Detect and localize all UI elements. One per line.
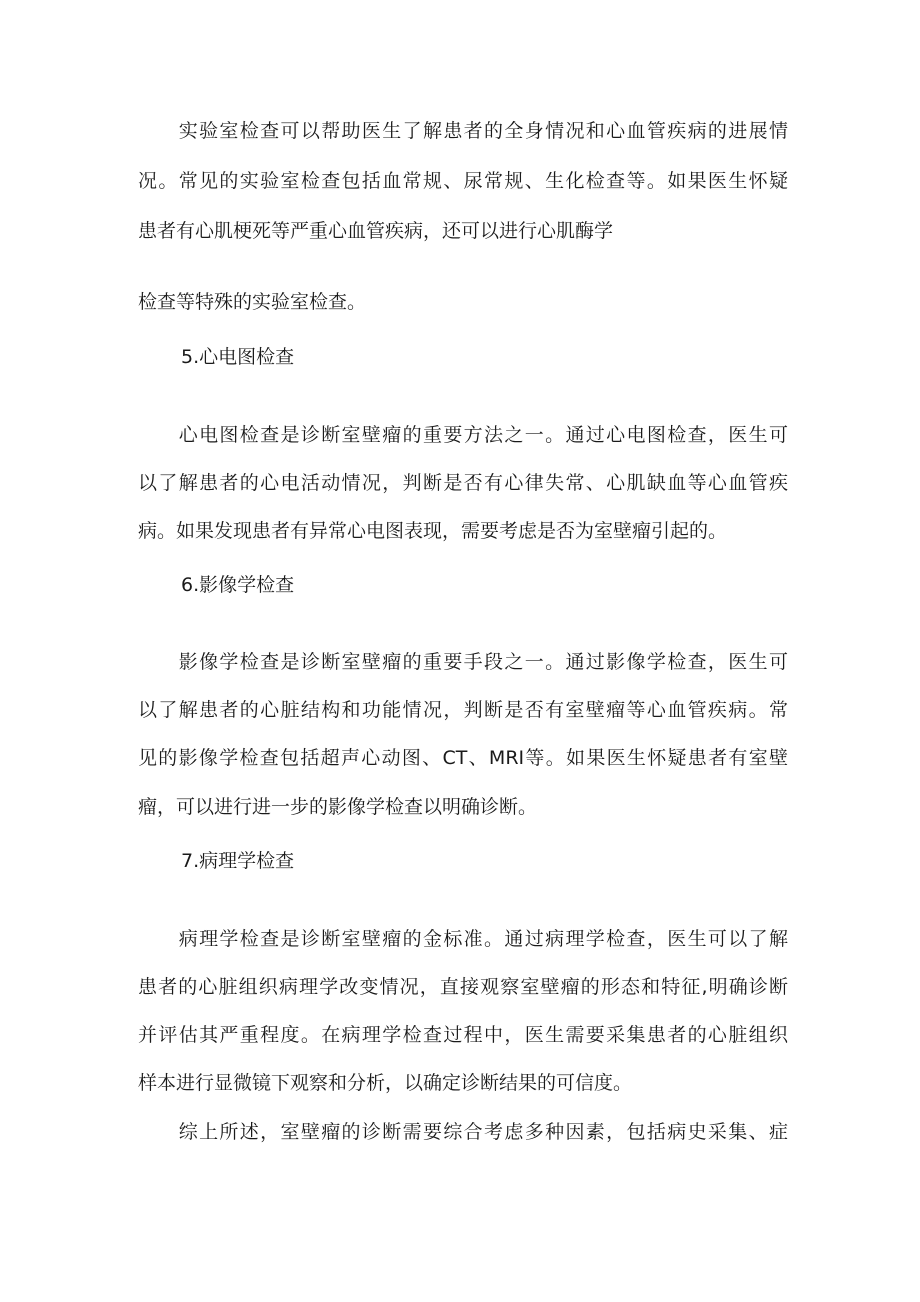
paragraph-line: 并评估其严重程度。在病理学检查过程中，医生需要采集患者的心脏组织 <box>138 1024 788 1046</box>
paragraph-line: 病理学检查是诊断室壁瘤的金标准。通过病理学检查，医生可以了解 <box>138 928 788 950</box>
paragraph-line: 患者的心脏组织病理学改变情况，直接观察室壁瘤的形态和特征,明确诊断 <box>138 976 788 998</box>
section-heading: 7.病理学检查 <box>181 850 295 872</box>
paragraph-line: 心电图检查是诊断室壁瘤的重要方法之一。通过心电图检查，医生可 <box>138 424 788 446</box>
paragraph-line: 以了解患者的心电活动情况，判断是否有心律失常、心肌缺血等心血管疾 <box>138 472 788 494</box>
paragraph-line: 检查等特殊的实验室检查。 <box>138 291 367 313</box>
paragraph-line: 病。如果发现患者有异常心电图表现，需要考虑是否为室壁瘤引起的。 <box>138 520 728 542</box>
paragraph-line: 况。常见的实验室检查包括血常规、尿常规、生化检查等。如果医生怀疑 <box>138 170 788 192</box>
paragraph-line: 见的影像学检查包括超声心动图、CT、MRI等。如果医生怀疑患者有室壁 <box>138 747 788 769</box>
paragraph-line: 样本进行显微镜下观察和分析，以确定诊断结果的可信度。 <box>138 1072 633 1094</box>
paragraph-line: 患者有心肌梗死等严重心血管疾病，还可以进行心肌酶学 <box>138 220 614 242</box>
paragraph-line: 影像学检查是诊断室壁瘤的重要手段之一。通过影像学检查，医生可 <box>138 651 788 673</box>
paragraph-line: 以了解患者的心脏结构和功能情况，判断是否有室壁瘤等心血管疾病。常 <box>138 699 788 721</box>
paragraph-line: 瘤，可以进行进一步的影像学检查以明确诊断。 <box>138 796 538 818</box>
section-heading: 6.影像学检查 <box>181 574 295 596</box>
section-heading: 5.心电图检查 <box>181 346 295 368</box>
paragraph-line: 综上所述，室壁瘤的诊断需要综合考虑多种因素，包括病史采集、症 <box>138 1121 788 1143</box>
paragraph-line: 实验室检查可以帮助医生了解患者的全身情况和心血管疾病的进展情 <box>138 120 788 142</box>
